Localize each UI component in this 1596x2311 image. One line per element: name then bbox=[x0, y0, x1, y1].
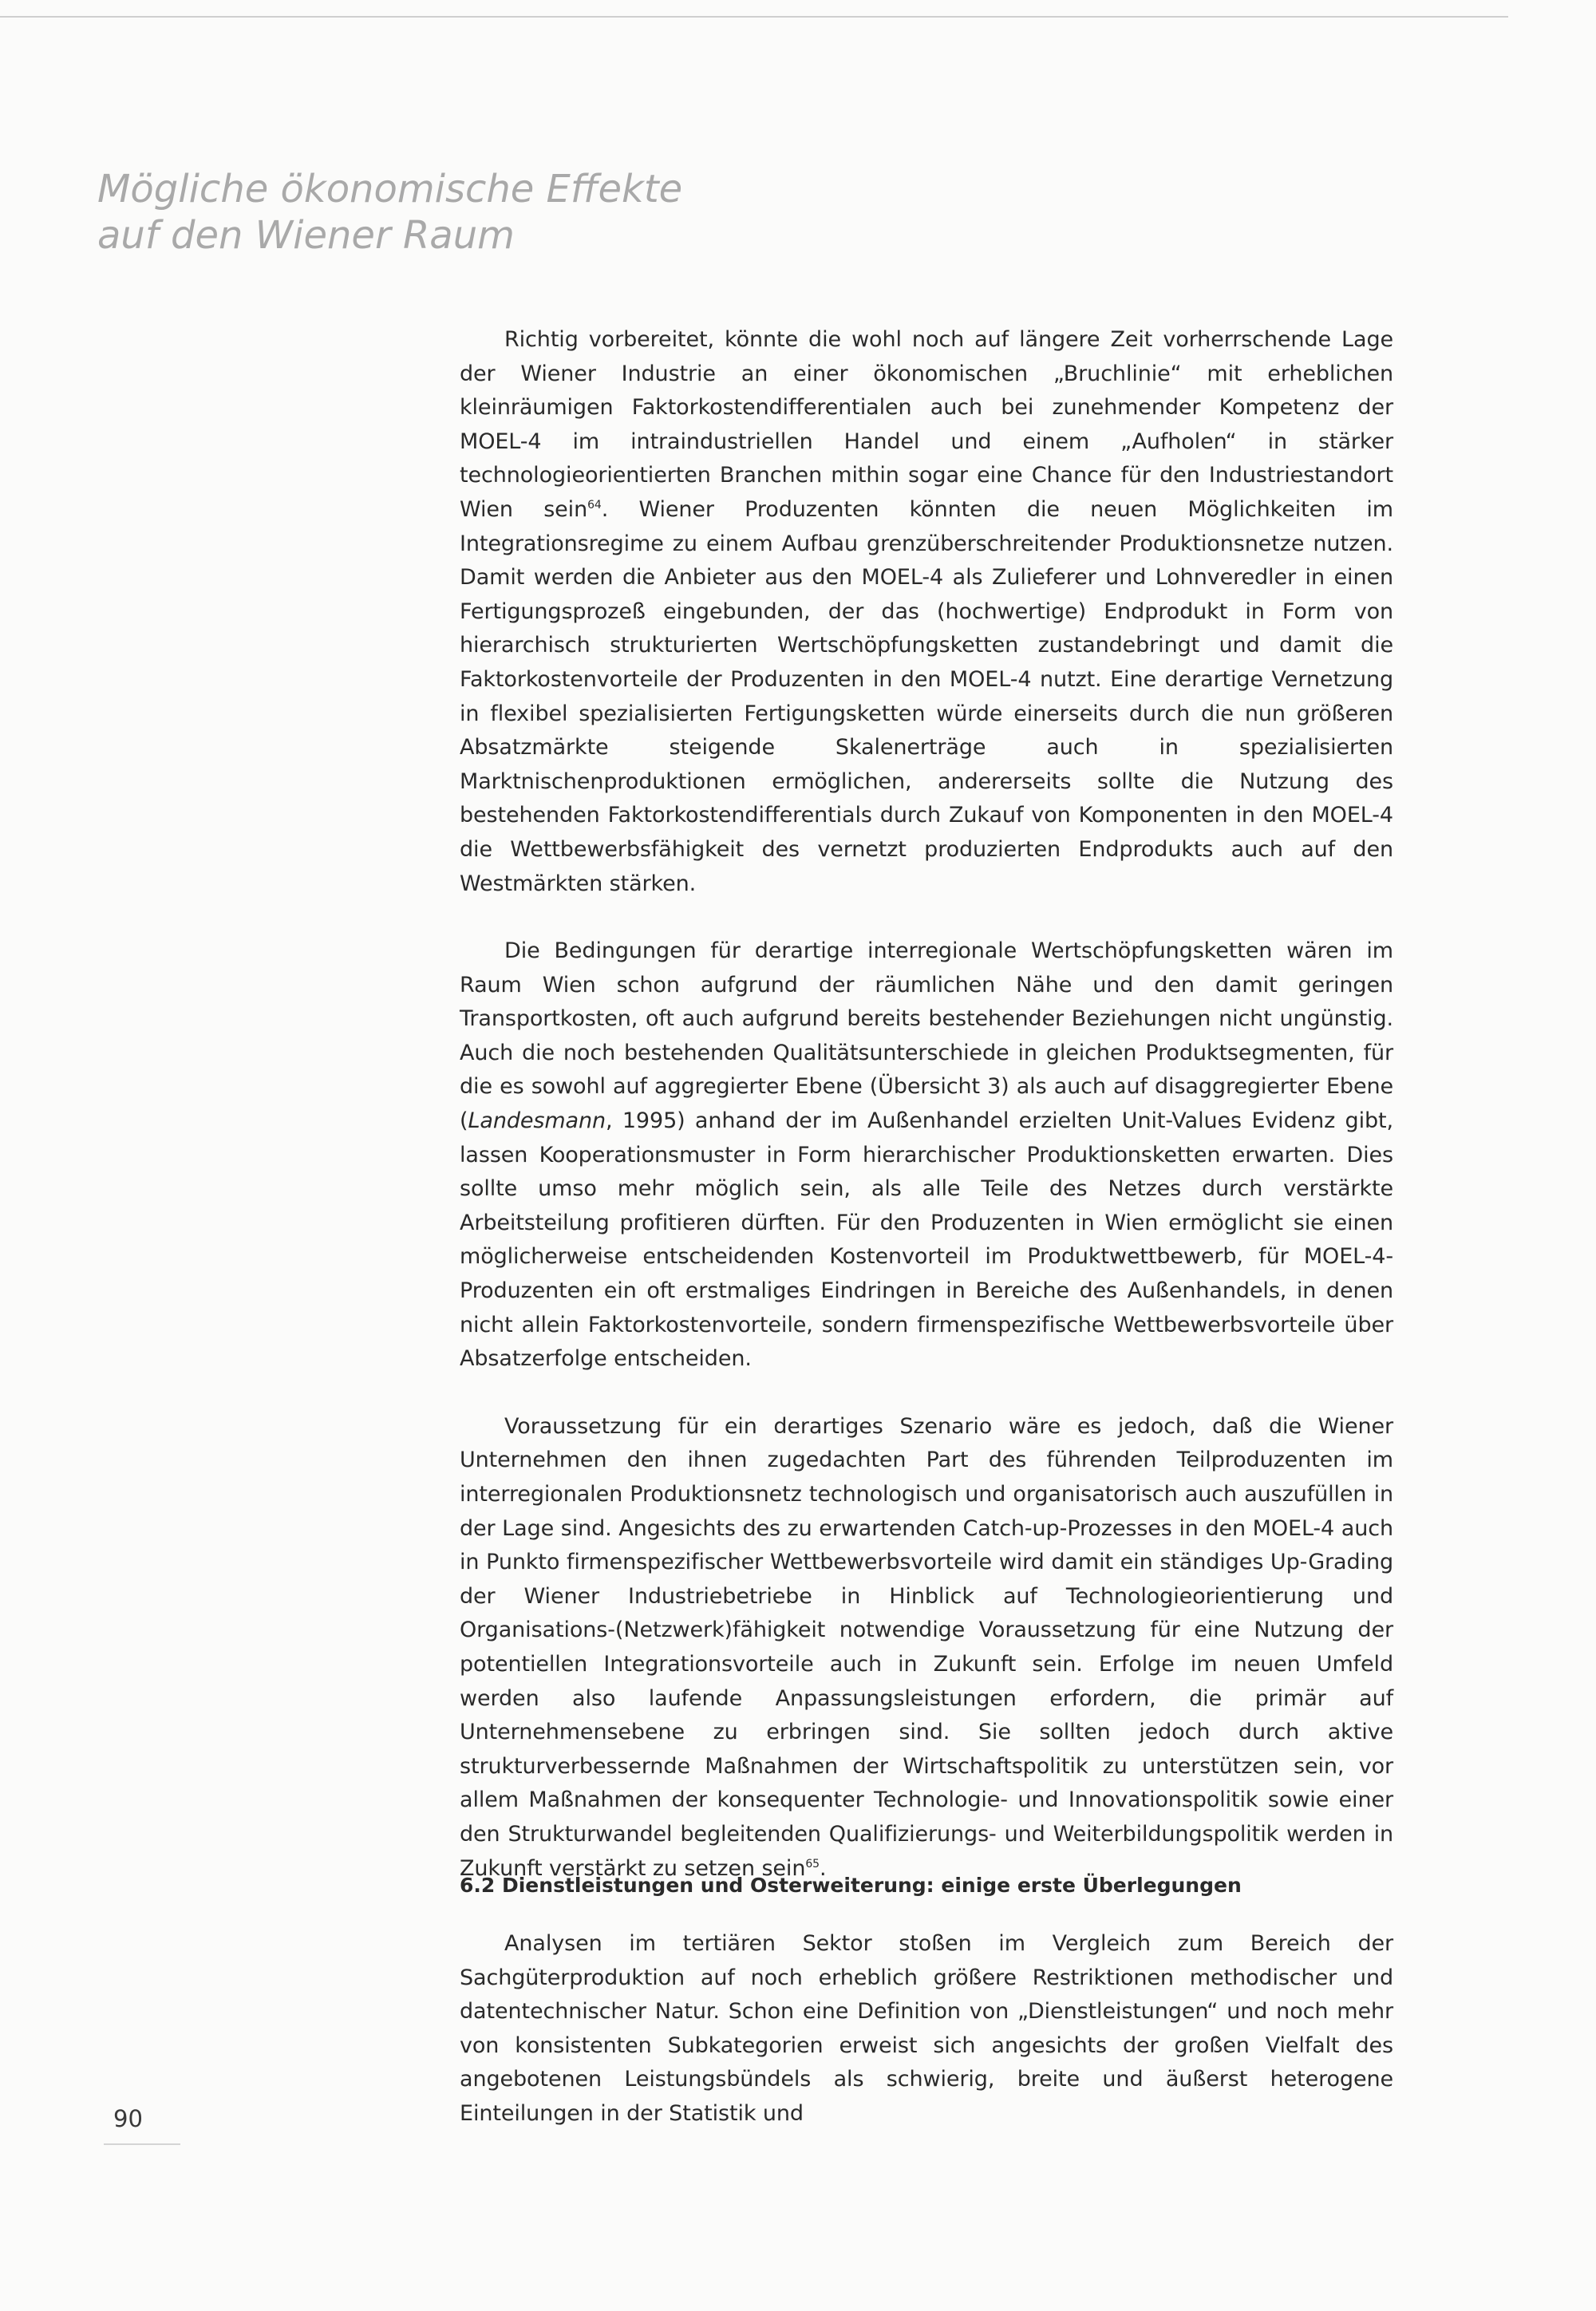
citation-author: Landesmann bbox=[468, 1108, 606, 1134]
paragraph-3 bbox=[460, 1410, 1393, 1886]
paragraph-1 bbox=[460, 323, 1393, 901]
paragraph-1-text: Richtig vorbereitet, könnte die wohl noch auf längere Zeit vorherrschende Lage der Wiener Industrie an einer ökonomischen „Bruchlinie“ mit erheblichen kleinräumigen Faktorkostendifferentialen auch bei zunehmender Kompetenz der MOEL-4 im intraindustriellen Handel und einem „Aufholen“ in stärker technologieorientierten Branchen mithin sogar eine Chance für den Industriestandort Wien sein bbox=[460, 327, 1393, 522]
paragraph-1-rest: . Wiener Produzenten könnten die neuen Möglichkeiten im Integrationsregime zu einem Aufbau grenzüberschreitender Produktionsnetze nutzen. Damit werden die Anbieter aus den MOEL-4 als Zulieferer und Lohnveredler in einen Fertigungsprozeß eingebunden, der das (hochwertige) Endprodukt in Form von hierarchisch strukturierten Wertschöpfungsketten zustandebringt und damit die Faktorkostenvorteile der Produzenten in den MOEL-4 nutzt. Eine derartige Vernetzung in flexibel spezialisierten Fertigungsketten würde einerseits durch die nun größeren Absatzmärkte steigende Skalenerträge auch in spezialisierten Marktnischenproduktionen ermöglichen, andererseits sollte die Nutzung des bestehenden Faktorkostendifferentials durch Zukauf von Komponenten in den MOEL-4 die Wettbewerbsfähigkeit des vernetzt produzierten Endprodukts auch auf den Westmärkten stärken. bbox=[460, 496, 1394, 896]
page-number: 90 bbox=[113, 2105, 143, 2132]
paragraph-2-text-a: Die Bedingungen für derartige interregionale Wertschöpfungsketten wären im Raum Wien schon aufgrund der räumlichen Nähe und den damit geringen Transportkosten, oft auch aufgrund bereits bestehender Beziehungen nicht ungünstig. Auch die noch bestehenden Qualitätsunterschiede in gleichen Produktsegmenten, für die es sowohl auf aggregierter Ebene (Übersicht 3) als auch auf disaggregierter Ebene ( bbox=[460, 938, 1393, 1134]
paragraph-2-text-b: , 1995) anhand der im Außenhandel erzielten Unit-Values Evidenz gibt, lassen Kooperationsmuster in Form hierarchischer Produktionsketten erwarten. Dies sollte umso mehr möglich sein, als alle Teile des Netzes durch verstärkte Arbeitsteilung profitieren dürften. Für den Produzenten in Wien ermöglicht sie einen möglicherweise entscheidenden Kostenvorteil im Produktwettbewerb, für MOEL-4-Produzenten ein oft erstmaliges Eindringen in Bereiche des Außenhandels, in denen nicht allein Faktorkostenvorteile, sondern firmenspezifische Wettbewerbsvorteile über Absatzerfolge entscheiden. bbox=[460, 1108, 1393, 1372]
chapter-title bbox=[97, 166, 816, 259]
paragraph-2 bbox=[460, 934, 1393, 1377]
paragraph-3-text: Voraussetzung für ein derartiges Szenario wäre es jedoch, daß die Wiener Unternehmen den ihnen zugedachten Part des führenden Teilproduzenten im interregionalen Produktionsnetz technologisch und organisatorisch auch auszufüllen in der Lage sind. Angesichts des zu erwartenden Catch-up-Prozesses in den MOEL-4 auch in Punkto firmenspezifischer Wettbewerbsvorteile wird damit ein ständiges Up-Grading der Wiener Industriebetriebe in Hinblick auf Technologieorientierung und Organisations-(Netzwerk)fähigkeit notwendige Voraussetzung für eine Nutzung der potentiellen Integrationsvorteile auch in Zukunft sein. Erfolge im neuen Umfeld werden also laufende Anpassungsleistungen erfordern, die primär auf Unternehmensebene zu erbringen sind. Sie sollten jedoch durch aktive strukturverbessernde Maßnahmen der Wirtschaftspolitik zu unterstützen sein, vor allem Maßnahmen der konsequenter Technologie- und Innovationspolitik sowie einer den Strukturwandel begleitenden Qualifizierungs- und Weiterbildungspolitik werden in Zukunft verstärkt zu setzen sein bbox=[460, 1413, 1393, 1881]
section-heading: 6.2 Dienstleistungen und Osterweiterung: einige erste Überlegungen bbox=[460, 1874, 1242, 1897]
top-rule bbox=[0, 16, 1508, 18]
page-number-rule bbox=[104, 2143, 180, 2145]
paragraph-4: Analysen im tertiären Sektor stoßen im Vergleich zum Bereich der Sachgüterproduktion auf noch erheblich größere Restriktionen methodischer und datentechnischer Natur. Schon eine Definition von „Dienstleistungen“ und noch mehr von konsistenten Subkategorien erweist sich angesichts der großen Vielfalt des angebotenen Leistungsbündels als schwierig, breite und äußerst heterogene Einteilungen in der Statistik und bbox=[460, 1931, 1393, 2126]
footnote-ref-65: 65 bbox=[805, 1857, 820, 1871]
footnote-ref-64: 64 bbox=[587, 498, 602, 512]
body-column bbox=[460, 323, 1393, 1886]
body-column-section bbox=[460, 1927, 1393, 2131]
chapter-title-line-2: auf den Wiener Raum bbox=[97, 213, 515, 258]
paragraph-3-end: . bbox=[819, 1855, 827, 1881]
chapter-title-line-1: Mögliche ökonomische Effekte bbox=[97, 167, 683, 211]
